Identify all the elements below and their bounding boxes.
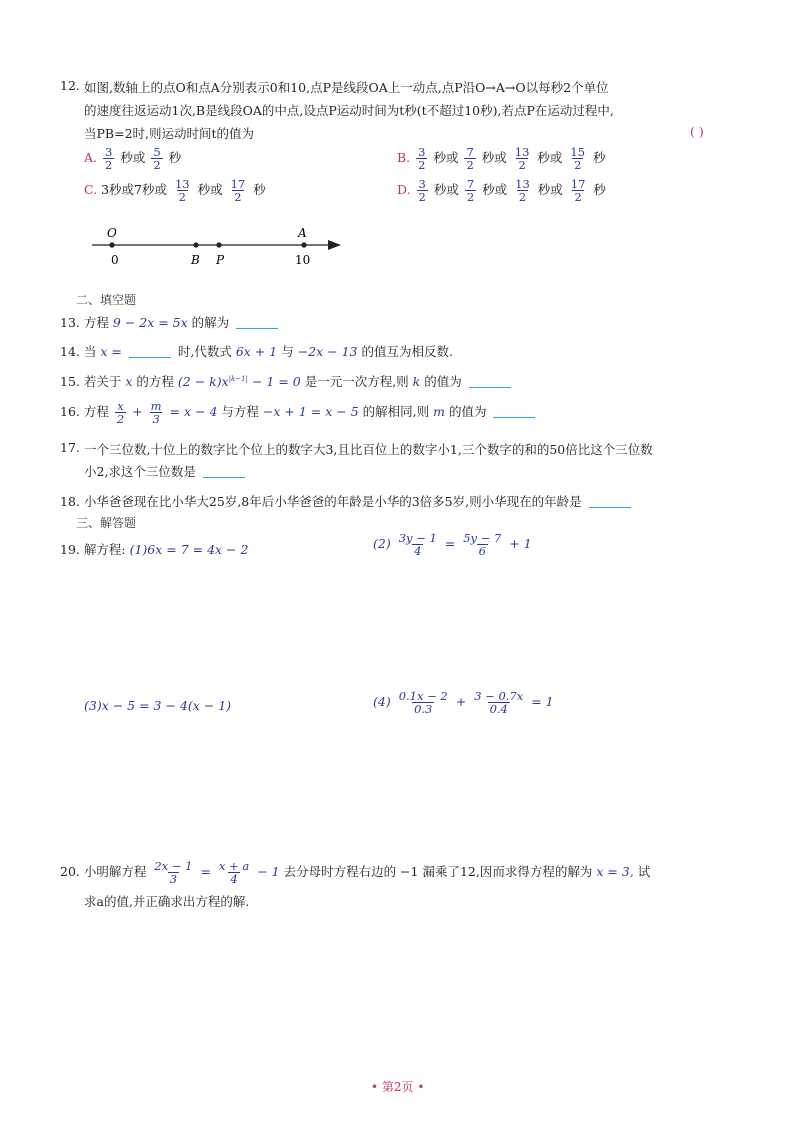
label-o: O [107,226,117,240]
fraction: $\frac{3}{2}$ [418,177,426,205]
text: 秒或 [197,182,223,198]
q19-part2 [373,532,532,557]
q18-text: 小华爸爸现在比小华大25岁,8年后小华爸爸的年龄是小华的3倍多5岁,则小华现在的年龄是 [83,494,582,509]
q16-pre: 方程 [83,404,109,420]
text: 秒或 [120,150,146,166]
q15-number: 15. [60,374,80,389]
label-zero: 0 [111,253,119,267]
text: 秒 [168,150,182,166]
text: 秒或 [482,182,508,198]
fraction-numerator: x + a [218,859,250,873]
q15-equation-tail: − 1 = 0 [247,374,301,389]
label-b: B [191,253,200,267]
fraction [217,860,251,885]
q17-line1: 一个三位数,十位上的数字比个位上的数字大3,且比百位上的数字小1,三个数字的和的50倍比这个三位数 [84,442,653,457]
fraction [397,532,439,557]
q15-answer-blank[interactable] [469,377,511,388]
q19-part1: (1)6x = 7 = 4x − 2 [129,542,249,557]
text: 秒或 [433,182,459,198]
text: 秒 [253,182,266,198]
q15 [60,372,514,390]
q13-equation: 9 − 2x = 5x [112,315,188,330]
fraction: $\frac{17}{2}$ [570,177,586,205]
fraction-numerator: 3y − 1 [398,531,437,545]
point-p [216,242,221,247]
fraction-denominator: 2 [116,412,125,427]
q19-part2-tail: + 1 [509,536,532,552]
q16-eq1: = x − 4 [169,404,218,420]
q15-mid: 的方程 [136,374,174,389]
q20-line1 [60,860,650,885]
fraction: $\frac{5}{2}$ [153,145,161,173]
q19-part4 [373,690,554,715]
section-heading-fill-in: 二、填空题 [76,293,137,307]
fraction: $\frac{7}{2}$ [466,145,474,173]
q12-option-c[interactable] [84,178,266,203]
q19-part4-label: (4) [373,694,391,710]
q19-part4-tail: = 1 [531,694,554,710]
q14-and: 与 [281,344,294,359]
fraction-numerator: 0.1x − 2 [398,689,448,703]
q17-answer-blank[interactable] [203,467,245,478]
equals-sign: = [444,536,456,552]
option-b-label: B. [397,150,411,166]
fraction-numerator: m [150,399,162,413]
q16-post: 的解相同,则 [362,404,430,420]
page-number-footer: • 第2页 • [371,1080,425,1094]
q16 [60,400,538,425]
q15-equation: (2 − k)x [177,374,229,389]
text: 秒或 [537,150,563,166]
section-heading-solve: 三、解答题 [76,516,137,530]
fraction-denominator: 0.4 [489,702,508,717]
q13-number: 13. [60,315,80,330]
q12-line1: 如图,数轴上的点O和点A分别表示0和10,点P是线段OA上一动点,点P沿O→A→O以每秒2个单位 [84,80,609,95]
label-a: A [298,226,307,240]
q16-eq2: −x + 1 = x − 5 [262,404,359,420]
q15-var: x [125,374,133,389]
q15-exponent: |k−1| [228,374,248,383]
fraction: $\frac{13}{2}$ [174,177,190,205]
fraction [461,532,503,557]
q12-option-a[interactable] [84,146,181,171]
fraction-denominator: 4 [414,544,422,559]
q12-number: 12. [60,78,80,93]
text: 3秒或7秒或 [101,182,167,198]
fraction-denominator: 3 [152,412,160,427]
fraction-numerator: 3 − 0.7x [474,689,524,703]
point-b [193,242,198,247]
q14-answer-blank[interactable] [129,347,171,358]
fraction: $\frac{13}{2}$ [515,177,530,205]
q13-answer-blank[interactable] [236,318,278,329]
fraction [152,860,194,885]
fraction-denominator: 3 [169,872,178,887]
q12-line3: 当PB=2时,则运动时间t的值为 [84,126,255,141]
fraction [472,690,525,715]
number-line-figure [86,222,348,272]
fraction: $\frac{3}{2}$ [418,145,426,173]
text: 秒 [593,150,606,166]
text: 秒或 [481,150,507,166]
q18-number: 18. [60,494,80,509]
fraction: $\frac{3}{2}$ [105,145,113,173]
text: 秒或 [433,150,459,166]
fraction [397,690,450,715]
point-o [109,242,114,247]
arrow-right-icon [328,240,341,250]
q14-expr1: 6x + 1 [235,344,278,359]
option-d-label: D. [397,182,411,198]
q14-number: 14. [60,344,80,359]
point-a [301,242,306,247]
fraction-numerator: 5y − 7 [463,531,502,545]
q14 [60,342,453,360]
q12-option-b[interactable] [397,146,606,171]
q16-post2: 的值为 [448,404,487,420]
q19-part3: (3)x − 5 = 3 − 4(x − 1) [84,698,232,713]
q20-end: 试 [637,864,651,880]
fraction [115,400,126,425]
q13-pre: 方程 [83,315,109,330]
q19-part2-label: (2) [373,536,391,552]
fraction-numerator: 2x − 1 [154,859,193,873]
q20-tail: − 1 [257,864,280,880]
label-ten: 10 [295,253,311,267]
q16-answer-blank[interactable] [493,407,535,418]
q14-mid: 时,代数式 [177,344,232,359]
option-c-label: C. [84,182,98,198]
fraction: $\frac{15}{2}$ [570,145,586,173]
q13-post: 的解为 [191,315,230,330]
q20-line2: 求a的值,并正确求出方程的解. [84,894,250,909]
fraction-denominator: 0.3 [414,702,433,717]
q20-solution: x = 3, [596,864,634,880]
fraction-numerator: x [117,399,124,413]
q13 [60,313,281,331]
option-a-label: A. [84,150,98,166]
q14-expr2: −2x − 13 [297,344,358,359]
q16-number: 16. [60,404,80,420]
q15-post2: 的值为 [424,374,462,389]
q19-pre: 解方程: [83,542,126,557]
q17-line2-wrap [84,462,248,480]
q19-number: 19. [60,542,80,557]
plus-sign: + [455,694,467,710]
text: 秒 [593,182,606,198]
q15-k: k [412,374,421,389]
q17-number: 17. [60,440,80,455]
q20-number: 20. [60,864,80,880]
label-p: P [216,253,225,267]
q16-m: m [433,404,445,420]
q19-p1-line [60,540,248,558]
q18 [60,492,634,510]
q14-post: 的值互为相反数. [361,344,453,359]
fraction-denominator: 6 [478,544,486,559]
fraction: $\frac{13}{2}$ [514,145,530,173]
q14-var: x = [100,344,122,359]
q15-post: 是一元一次方程,则 [304,374,409,389]
q16-mid: 与方程 [221,404,259,420]
fraction-denominator: 4 [230,872,238,887]
q15-pre: 若关于 [83,374,122,389]
q18-answer-blank[interactable] [589,497,631,508]
fraction [149,400,164,425]
fraction: $\frac{7}{2}$ [466,177,475,205]
text: 秒或 [537,182,563,198]
q17-line2: 小2,求这个三位数是 [84,464,196,479]
q12-answer-bracket: ( ) [690,124,704,139]
q12-option-d[interactable] [397,178,606,203]
q20-mid: 去分母时方程右边的 −1 漏乘了12,因而求得方程的解为 [283,864,593,880]
fraction: $\frac{17}{2}$ [230,177,246,205]
plus-sign: + [132,404,143,420]
q20-pre: 小明解方程 [83,864,147,880]
equals-sign: = [200,864,211,880]
q12-line2: 的速度往返运动1次,B是线段OA的中点,设点P运动时间为t秒(t不超过10秒),若点P在运动过程中, [84,103,614,118]
q14-pre: 当 [83,344,97,359]
